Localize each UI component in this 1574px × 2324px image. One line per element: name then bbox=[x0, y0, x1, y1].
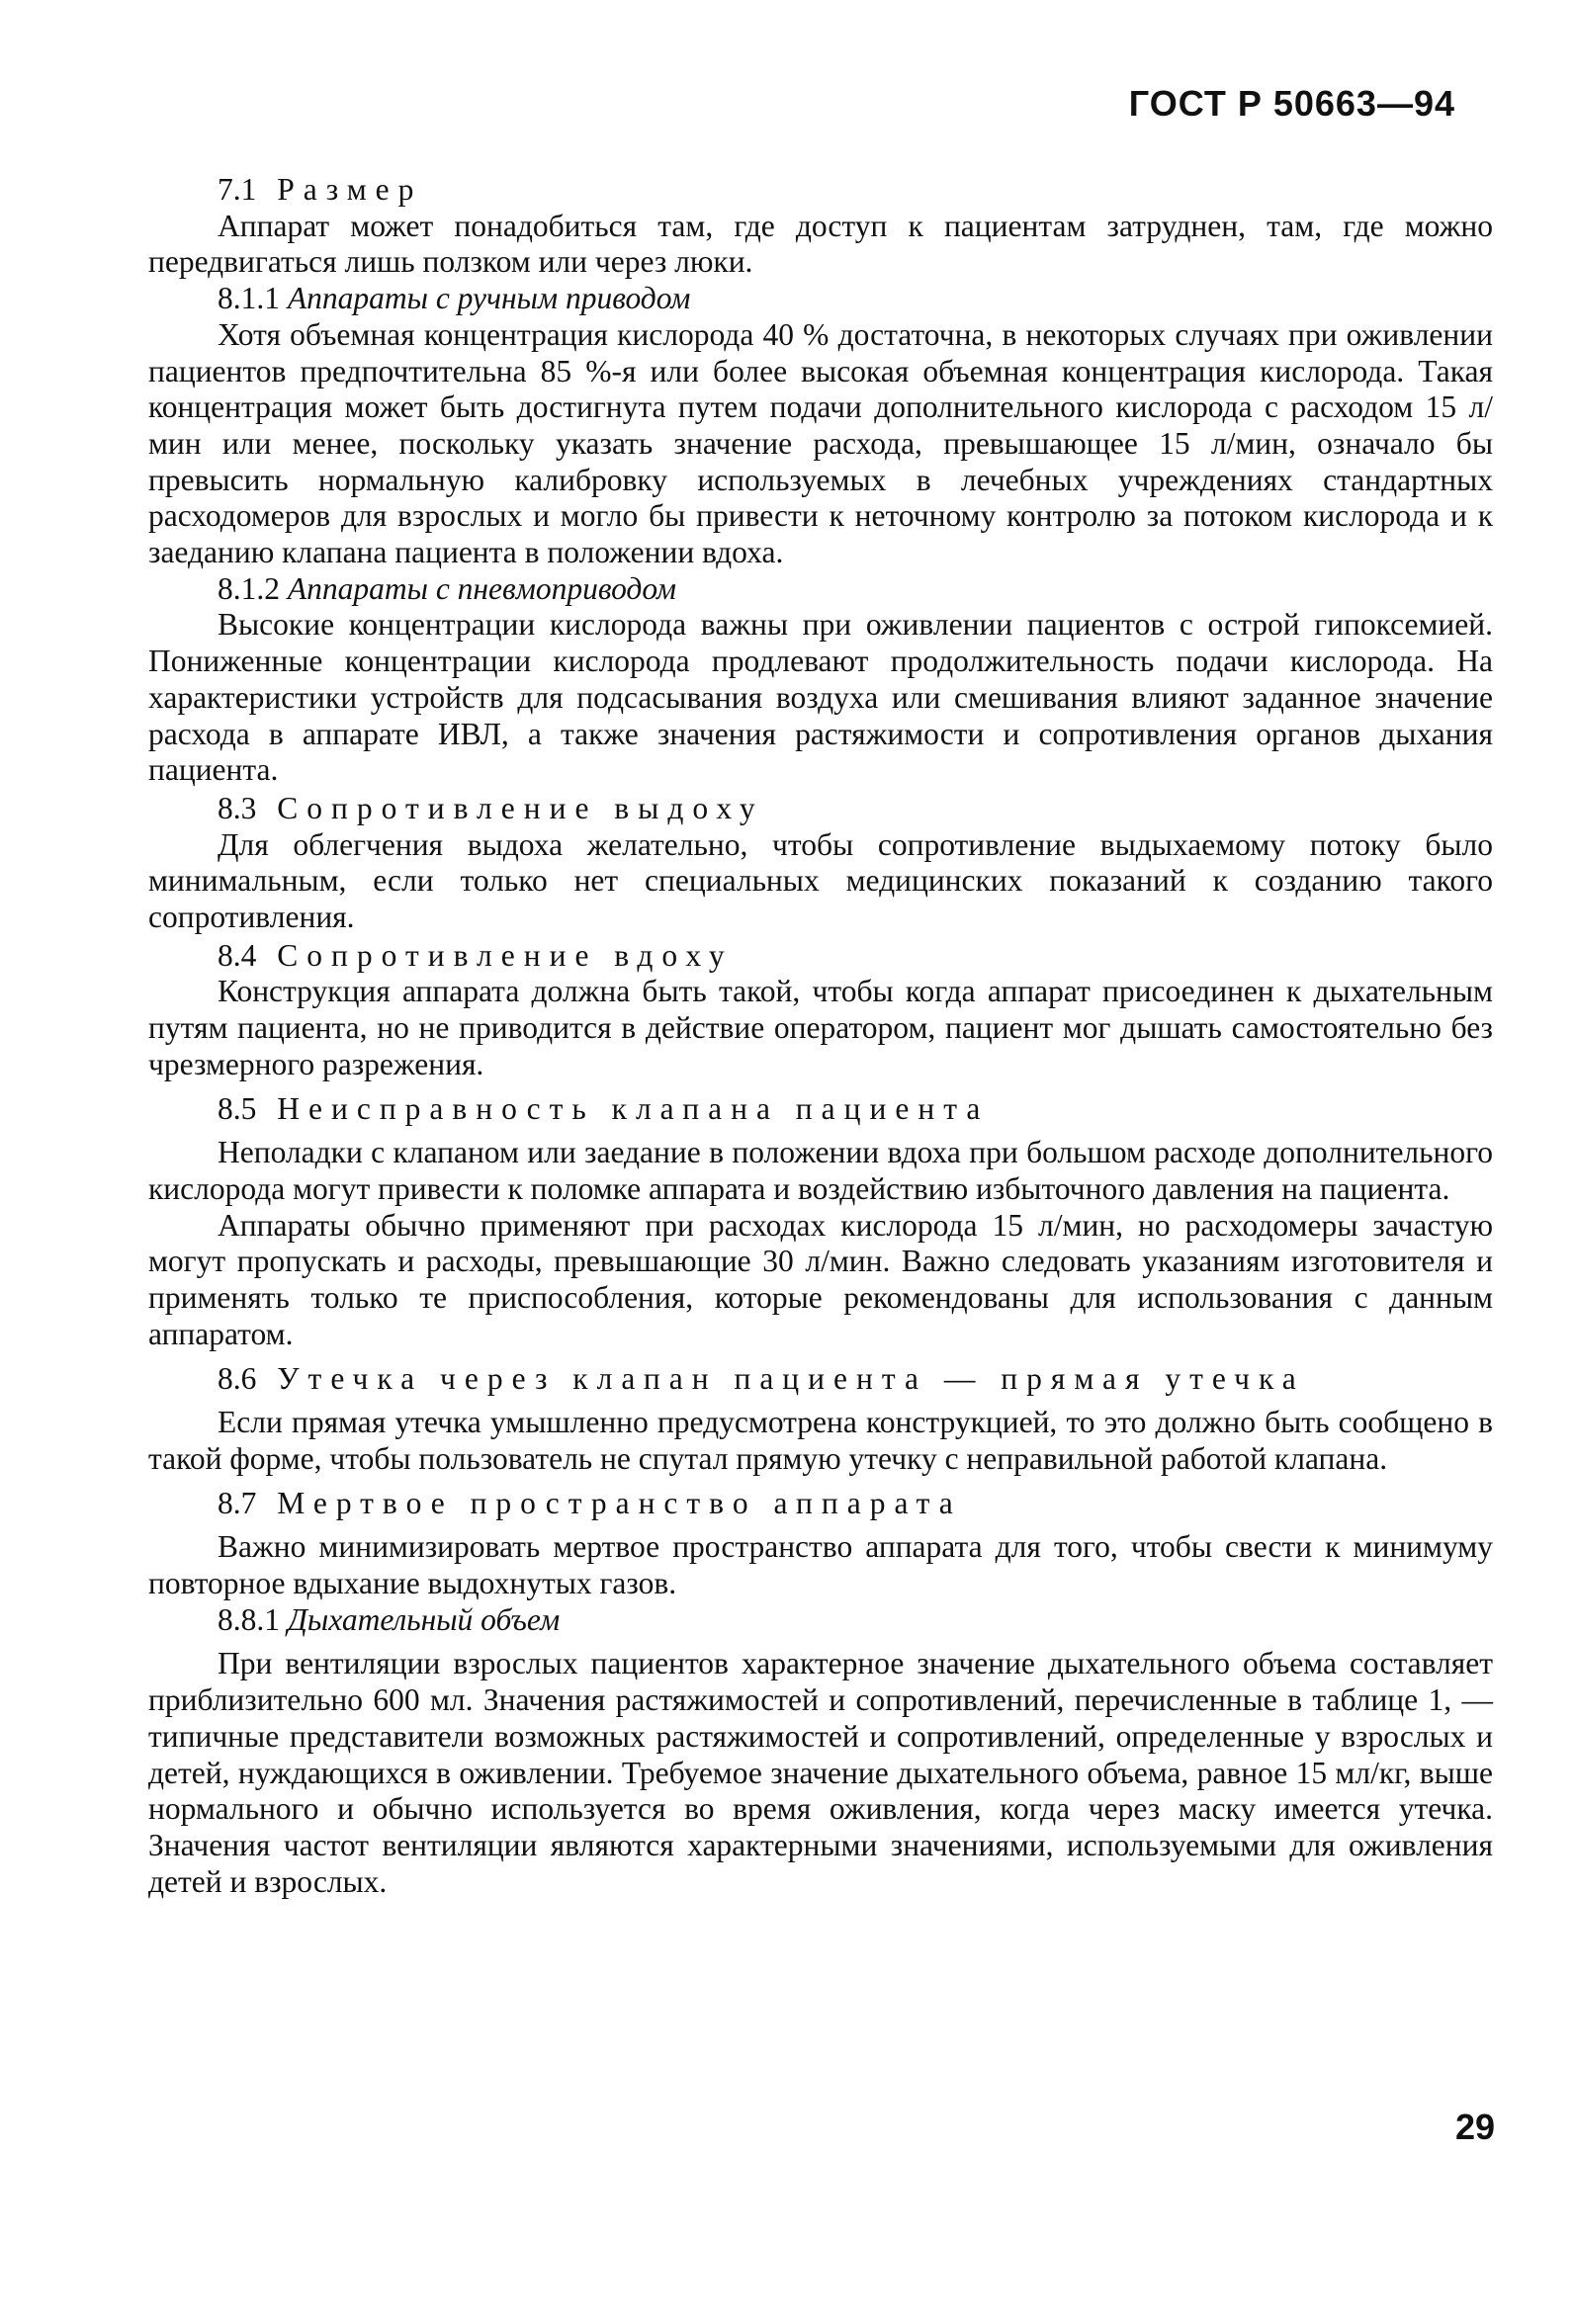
section-number: 8.3 bbox=[218, 790, 257, 825]
section-number: 8.4 bbox=[218, 937, 257, 973]
paragraph: Важно минимизировать мертвое пространство аппарата для того, чтобы свести к минимуму повторное вдыхание выдохнутых газов. bbox=[148, 1529, 1493, 1601]
paragraph: Аппараты обычно применяют при расходах кислорода 15 л/мин, но расходомеры зачастую могут пропускать и расходы, превышающие 30 л/мин. Важно следовать указаниям изготовителя и применять только те приспособления, которые рекомендованы для использования с данным аппаратом. bbox=[148, 1207, 1493, 1351]
section-number: 8.7 bbox=[218, 1485, 257, 1520]
section-title: Утечка через клапан пациента — прямая утечка bbox=[277, 1360, 1305, 1396]
section-number: 7.1 bbox=[218, 172, 257, 207]
section-title: Мертвое пространство аппарата bbox=[277, 1485, 962, 1520]
paragraph: Аппарат может понадобиться там, где доступ к пациентам затруднен, там, где можно передвигаться лишь ползком или через люки. bbox=[148, 208, 1493, 280]
paragraph: Если прямая утечка умышленно предусмотрена конструкцией, то это должно быть сообщено в такой форме, чтобы пользователь не спутал прямую утечку с неправильной работой клапана. bbox=[148, 1405, 1493, 1476]
section-heading-8-1-1 bbox=[148, 281, 1493, 317]
section-title: Неисправность клапана пациента bbox=[277, 1090, 990, 1126]
standard-header: ГОСТ Р 50663—94 bbox=[1128, 83, 1455, 124]
section-heading-8-3 bbox=[148, 791, 1493, 827]
document-body bbox=[148, 170, 1493, 1900]
section-heading-8-8-1 bbox=[148, 1602, 1493, 1639]
paragraph: При вентиляции взрослых пациентов характерное значение дыхательного объема составляет приблизительно 600 мл. Значения растяжимостей и сопротивлений, перечисленные в таблице 1, — типичные представители возможных растяжимостей и сопротивлений, определенные у взрослых и детей, нуждающихся в оживлении. Требуемое значение дыхательного объема, равное 15 мл/кг, выше нормального и обычно используется во время оживления, когда через маску имеется утечка. Значения частот вентиляции являются характерными значениями, используемыми для оживления детей и взрослых. bbox=[148, 1646, 1493, 1899]
section-heading-7-1 bbox=[148, 172, 1493, 209]
section-heading-8-1-2 bbox=[148, 571, 1493, 608]
section-title: Сопротивление выдоху bbox=[277, 790, 764, 825]
section-number: 8.8.1 bbox=[218, 1601, 280, 1637]
paragraph: Конструкция аппарата должна быть такой, чтобы когда аппарат присоединен к дыхательным путям пациента, но не приводится в действие оператором, пациент мог дышать самостоятельно без чрезмерного разрежения. bbox=[148, 974, 1493, 1081]
section-heading-8-7 bbox=[148, 1486, 1493, 1522]
paragraph: Неполадки с клапаном или заедание в положении вдоха при большом расходе дополнительного кислорода могут привести к поломке аппарата и воздействию избыточного давления на пациента. bbox=[148, 1135, 1493, 1206]
section-number: 8.5 bbox=[218, 1090, 257, 1126]
section-number: 8.1.2 bbox=[218, 570, 280, 606]
section-number: 8.1.1 bbox=[218, 281, 280, 316]
section-title: Дыхательный объем bbox=[287, 1601, 561, 1637]
section-title: Аппараты с пневмоприводом bbox=[287, 570, 676, 606]
page-number: 29 bbox=[1454, 2107, 1495, 2147]
paragraph: Хотя объемная концентрация кислорода 40 % достаточна, в некоторых случаях при оживлении пациентов предпочтительна 85 %-я или более высокая объемная концентрация кислорода. Такая концентрация может быть достигнута путем подачи дополнительного кислорода с расходом 15 л/мин или менее, поскольку указать значение расхода, превышающее 15 л/мин, означало бы превысить нормальную калибровку используемых в лечебных учреждениях стандартных расходомеров для взрослых и могло бы привести к неточному контролю за потоком кислорода и к заеданию клапана пациента в положении вдоха. bbox=[148, 316, 1493, 570]
section-title: Аппараты с ручным приводом bbox=[287, 281, 691, 316]
section-number: 8.6 bbox=[218, 1360, 257, 1396]
paragraph: Высокие концентрации кислорода важны при оживлении пациентов с острой гипоксемией. Пониженные концентрации кислорода продлевают продолжительность подачи кислорода. На характеристики устройств для подсасывания воздуха или смешивания влияют заданное значение расхода в аппарате ИВЛ, а также значения растяжимости и сопротивления органов дыхания пациента. bbox=[148, 607, 1493, 788]
paragraph: Для облегчения выдоха желательно, чтобы сопротивление выдыхаемому потоку было минимальным, если только нет специальных медицинских показаний к созданию такого сопротивления. bbox=[148, 826, 1493, 935]
section-title: Размер bbox=[277, 172, 423, 207]
section-heading-8-5 bbox=[148, 1091, 1493, 1128]
section-heading-8-4 bbox=[148, 938, 1493, 975]
section-title: Сопротивление вдоху bbox=[277, 937, 734, 973]
section-heading-8-6 bbox=[148, 1361, 1493, 1398]
